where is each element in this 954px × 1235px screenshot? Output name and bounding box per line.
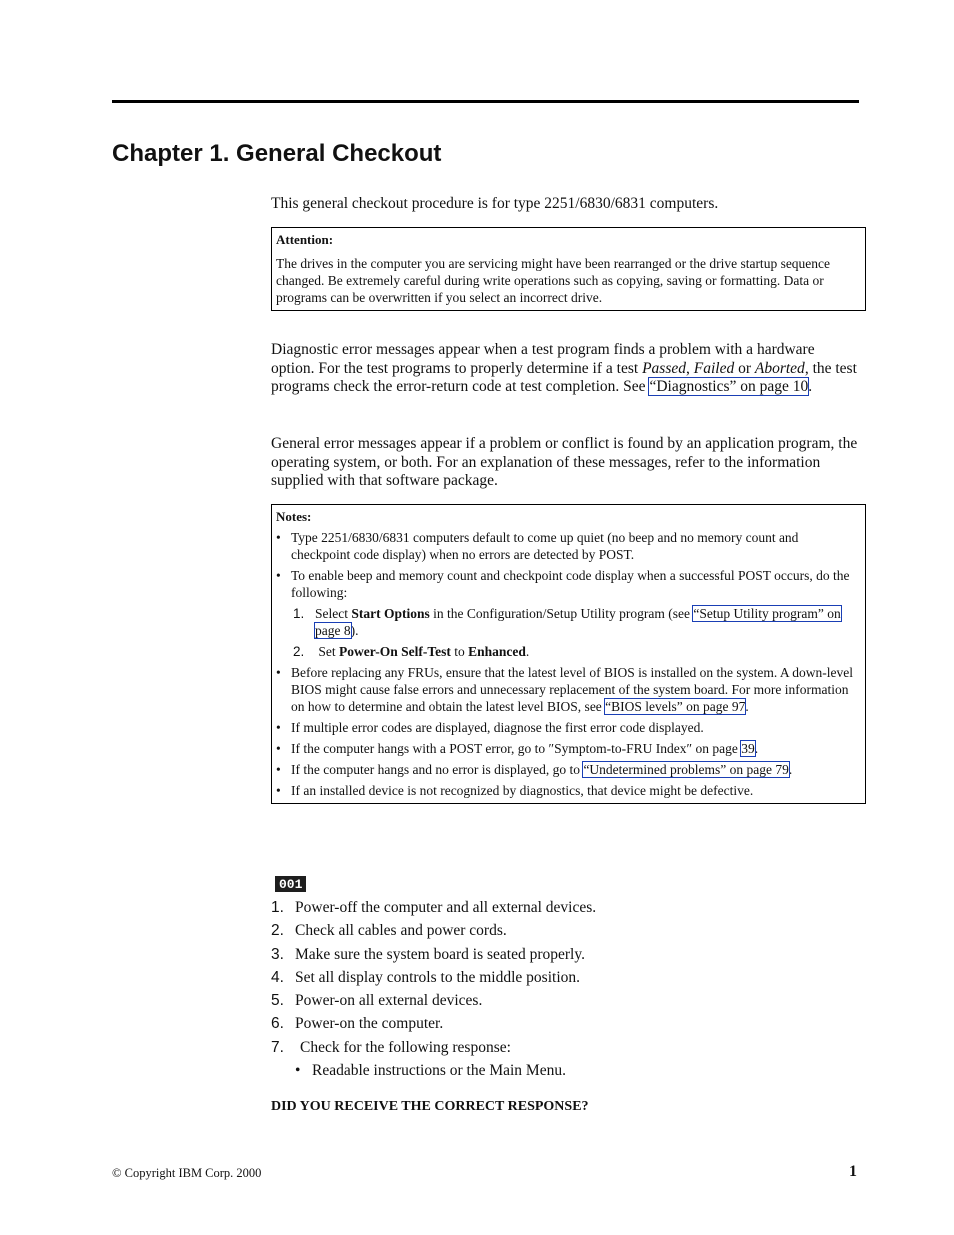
note-text: If an installed device is not recognized by diagnostics, that device might be defective.: [291, 783, 754, 798]
top-rule: [112, 100, 859, 103]
notes-sub-list: [291, 605, 861, 660]
note-text: If the computer hangs with a POST error, go to ″Symptom-to-FRU Index″ on page: [291, 741, 742, 756]
step-tag-001: 001: [275, 876, 306, 892]
bullet-icon: •: [295, 1062, 301, 1079]
step-number: 4.: [271, 968, 284, 986]
notes-list: [276, 529, 861, 799]
step-text: Power-on all external devices.: [295, 992, 483, 1010]
note-item: [276, 761, 861, 778]
step-text: Power-on the computer.: [295, 1015, 444, 1033]
diag-passed: Passed: [642, 359, 686, 377]
note-item: [276, 529, 861, 563]
step-text: Check for the following response:: [300, 1038, 511, 1056]
sub-text: ).: [350, 623, 359, 638]
setup-utility-link[interactable]: “Setup Utility program” on page 8: [315, 606, 841, 638]
step-item: [271, 946, 859, 969]
diag-comma: ,: [685, 359, 694, 377]
general-error-paragraph: General error messages appear if a problem or conflict is found by an application program, the operating system, or both. For an explanation of these messages, refer to the information supplied with that software package.: [271, 435, 858, 489]
step-number: 3.: [271, 945, 284, 963]
diagnostics-link[interactable]: “Diagnostics” on page 10: [649, 378, 809, 395]
sub-item-text: [315, 605, 861, 639]
diag-end: .: [808, 378, 813, 395]
step-item: [271, 1015, 859, 1038]
sub-item-number: 2.: [293, 644, 305, 659]
page-number: 1: [849, 1163, 857, 1180]
note-text-end: .: [754, 741, 759, 756]
step-text: Set all display controls to the middle position.: [295, 968, 581, 986]
bios-levels-link[interactable]: “BIOS levels” on page 97: [605, 699, 746, 714]
response-sub-bullet: [295, 1062, 566, 1080]
diagnostic-paragraph: [271, 341, 859, 397]
notes-box: [271, 504, 866, 804]
diag-text-1: Diagnostic error messages appear when a test program finds a problem with a hardware option. For the test programs to properly determine if a test: [271, 341, 815, 377]
start-options-label: Start Options: [351, 606, 430, 621]
step-item: [271, 992, 859, 1015]
chapter-title: Chapter 1. General Checkout: [112, 140, 442, 167]
step-item: [271, 922, 859, 945]
sub-text: Select: [315, 606, 352, 621]
sub-text: Set: [318, 644, 340, 659]
note-sub-item: [293, 605, 861, 639]
sub-text: in the Configuration/Setup Utility program (see: [429, 606, 694, 621]
step-item: [271, 969, 859, 992]
note-text-end: .: [788, 762, 793, 777]
note-item: [276, 782, 861, 799]
attention-text: The drives in the computer you are servicing might have been rearranged or the drive startup sequence changed. Be extremely careful during write operations such as copying, saving or formatting. Data or programs can be overwritten if you select an incorrect drive.: [276, 256, 831, 305]
intro-paragraph: This general checkout procedure is for type 2251/6830/6831 computers.: [271, 195, 719, 212]
step-text: Power-off the computer and all external devices.: [295, 899, 597, 916]
sub-text: to: [450, 644, 469, 659]
note-item: [276, 664, 861, 715]
checkout-steps: [271, 899, 859, 1062]
diag-aborted: Aborted: [754, 359, 805, 377]
step-text: Check all cables and power cords.: [295, 922, 507, 940]
attention-box: [271, 227, 866, 311]
enhanced-label: Enhanced: [468, 644, 526, 659]
step-item: [271, 899, 859, 922]
note-text: If the computer hangs and no error is displayed, go to: [291, 762, 584, 777]
sub-item-number: 1.: [293, 606, 305, 621]
step-number: 5.: [271, 992, 284, 1010]
note-sub-item: [293, 643, 861, 660]
response-question: DID YOU RECEIVE THE CORRECT RESPONSE?: [271, 1099, 589, 1114]
diag-or: or: [734, 359, 755, 377]
post-setting-label: Power-On Self-Test: [339, 644, 451, 659]
note-text-end: .: [745, 699, 749, 714]
sub-item-text: [315, 643, 529, 660]
sub-text: .: [525, 644, 530, 659]
note-item: [276, 719, 861, 736]
note-text: Type 2251/6830/6831 computers default to come up quiet (no beep and no memory count and checkpoint code display) when no errors are detected by POST.: [291, 530, 799, 562]
step-text: Make sure the system board is seated properly.: [295, 945, 585, 963]
note-item: [276, 740, 861, 757]
note-text: If multiple error codes are displayed, diagnose the first error code displayed.: [291, 720, 704, 735]
diag-text-2: , the test programs check the error-return code at test completion. See: [271, 359, 857, 395]
note-text: Before replacing any FRUs, ensure that the latest level of BIOS is installed on the system. A down-level BIOS might cause false errors and unnecessary replacement of the system board. For more information on how to determine and obtain the latest level BIOS, see: [291, 665, 854, 714]
step-number: 7.: [271, 1038, 284, 1056]
diag-failed: Failed: [693, 359, 735, 377]
notes-heading: Notes:: [276, 509, 312, 524]
sub-bullet-text: Readable instructions or the Main Menu.: [312, 1062, 566, 1079]
step-item: [271, 1039, 859, 1062]
step-number: 2.: [271, 922, 284, 940]
note-item: [276, 567, 861, 660]
copyright-footer: © Copyright IBM Corp. 2000: [112, 1166, 262, 1180]
undetermined-problems-link[interactable]: “Undetermined problems” on page 79: [583, 762, 789, 777]
step-number: 6.: [271, 1015, 284, 1033]
attention-heading: Attention:: [276, 232, 334, 247]
note-text: To enable beep and memory count and checkpoint code display when a successful POST occurs, do the following:: [291, 568, 850, 600]
symptom-index-link[interactable]: 39: [741, 741, 755, 756]
step-number: 1.: [271, 899, 284, 916]
